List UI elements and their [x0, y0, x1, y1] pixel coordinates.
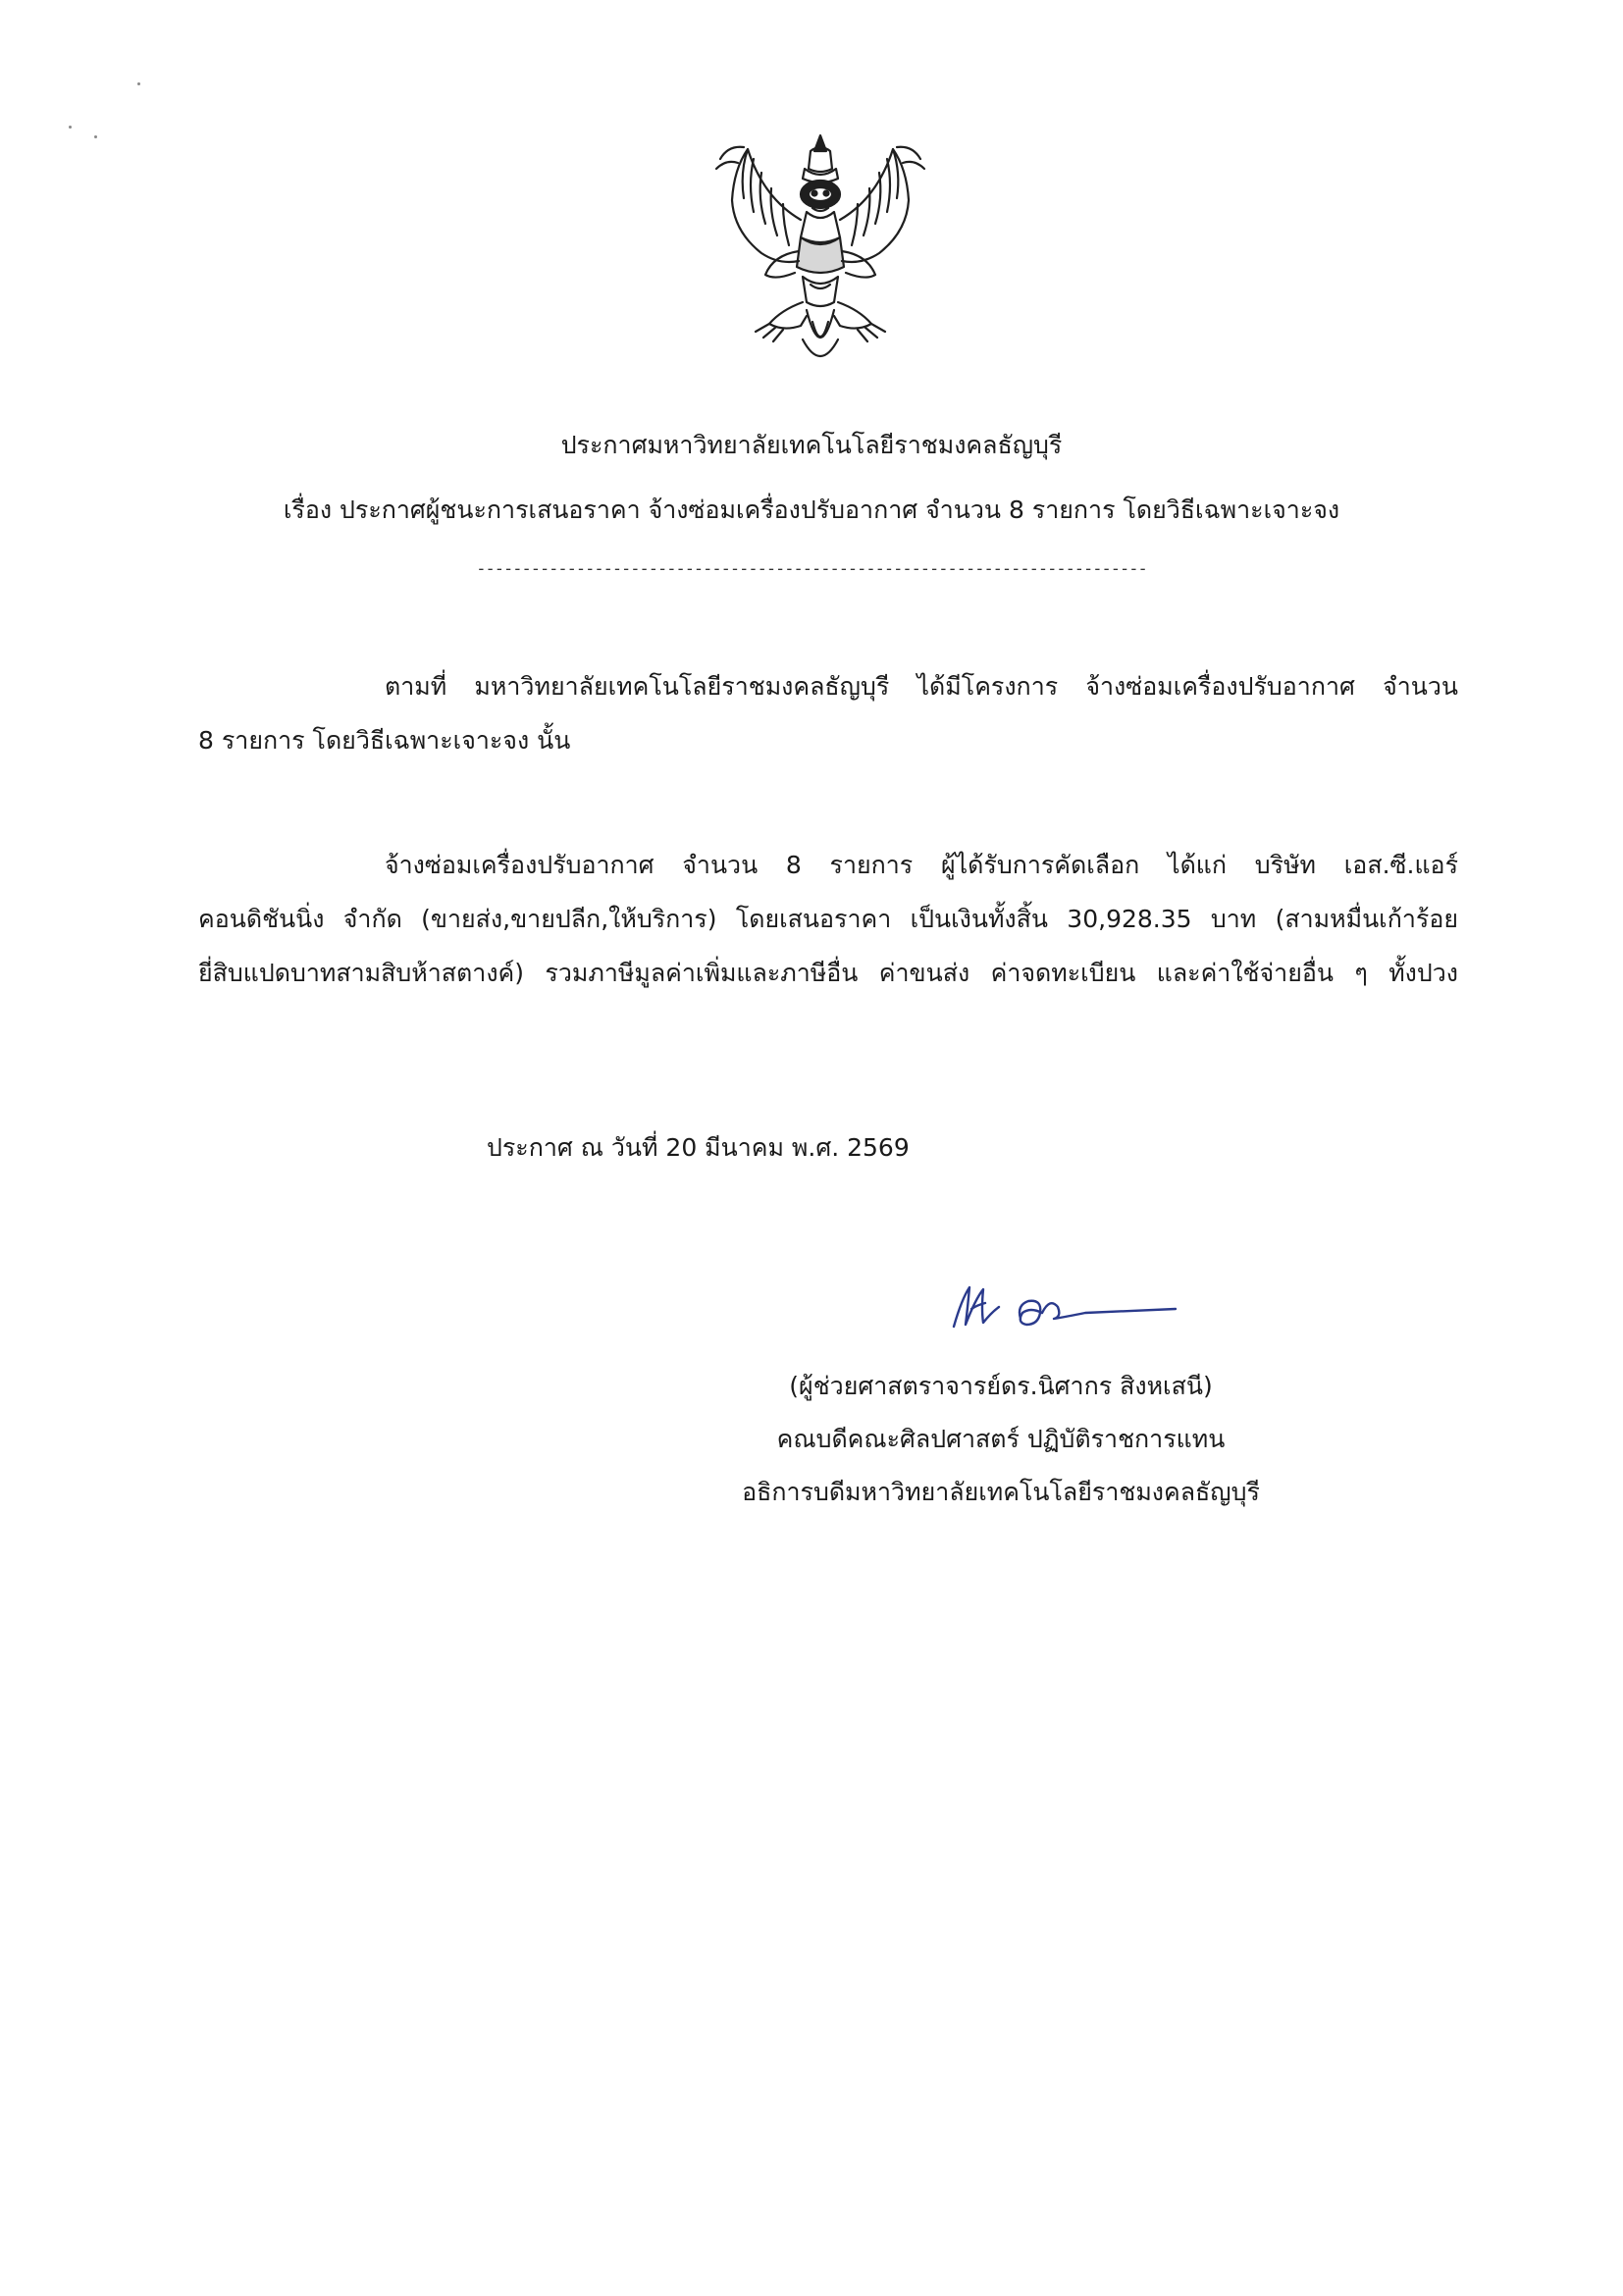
scan-speck — [94, 135, 97, 138]
paragraph-award — [198, 838, 1458, 1000]
separator-line: -------------------------------------------------------------------------- — [476, 559, 1147, 579]
scan-speck — [137, 82, 140, 85]
garuda-emblem-icon — [705, 130, 936, 375]
paragraph-line: คอนดิชันนิ่ง จำกัด (ขายส่ง,ขายปลีก,ให้บริการ) โดยเสนอราคา เป็นเงินทั้งสิ้น 30,928.35 บาท (สามหมื่นเก้าร้อย — [198, 905, 1458, 933]
paragraph-intro — [198, 659, 1458, 767]
announcement-title: ประกาศมหาวิทยาลัยเทคโนโลยีราชมงคลธัญบุรี — [560, 431, 1063, 459]
announcement-subject: เรื่อง ประกาศผู้ชนะการเสนอราคา จ้างซ่อมเครื่องปรับอากาศ จำนวน 8 รายการ โดยวิธีเฉพาะเจาะจง — [283, 496, 1340, 524]
signatory-position: คณบดีคณะศิลปศาสตร์ ปฏิบัติราชการแทน — [776, 1425, 1226, 1453]
signatory-block — [687, 1360, 1315, 1519]
signatory-position: อธิการบดีมหาวิทยาลัยเทคโนโลยีราชมงคลธัญบุรี — [742, 1478, 1260, 1506]
scan-speck — [69, 126, 72, 129]
paragraph-line: จ้างซ่อมเครื่องปรับอากาศ จำนวน 8 รายการ ผู้ได้รับการคัดเลือก ได้แก่ บริษัท เอส.ซี.แอร์ — [385, 851, 1458, 879]
paragraph-line: 8 รายการ โดยวิธีเฉพาะเจาะจง นั้น — [198, 726, 571, 755]
paragraph-line: ตามที่ มหาวิทยาลัยเทคโนโลยีราชมงคลธัญบุรี ได้มีโครงการ จ้างซ่อมเครื่องปรับอากาศ จำนวน — [385, 672, 1458, 701]
announcement-date: ประกาศ ณ วันที่ 20 มีนาคม พ.ศ. 2569 — [487, 1133, 910, 1162]
paragraph-line: ยี่สิบแปดบาทสามสิบห้าสตางค์) รวมภาษีมูลค่าเพิ่มและภาษีอื่น ค่าขนส่ง ค่าจดทะเบียน และค่าใช้จ่ายอื่น ๆ ทั้งปวง — [198, 959, 1458, 987]
handwritten-signature — [948, 1270, 1183, 1340]
signatory-name: (ผู้ช่วยศาสตราจารย์ดร.นิศากร สิงหเสนี) — [789, 1372, 1213, 1400]
